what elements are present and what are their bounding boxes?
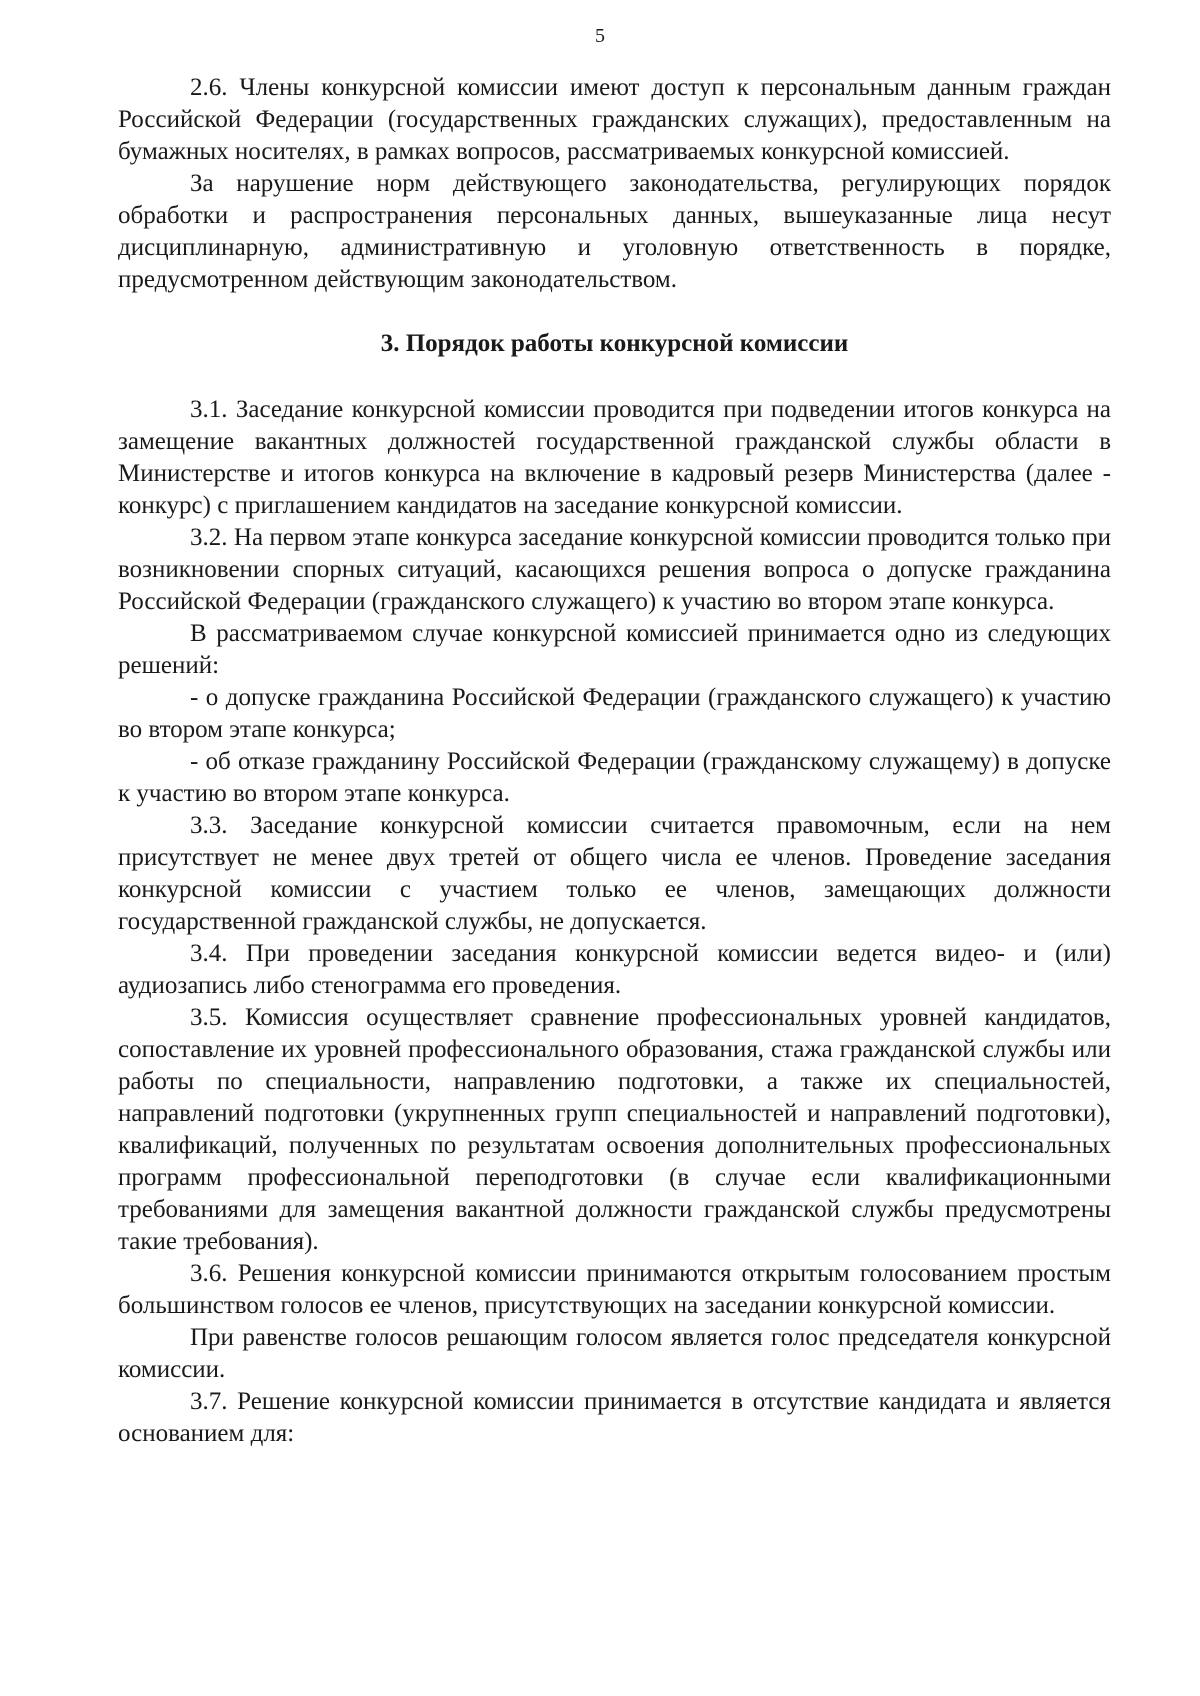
paragraph-3-5: 3.5. Комиссия осуществляет сравнение профессиональных уровней кандидатов, сопоставление их уровней профессионального образования, стажа гражданской службы или работы по специальности, направлению подготовки, а также их специальностей, направлений подготовки (укрупненных групп специальностей и направлений подготовки), квалификаций, полученных по результатам освоения дополнительных профессиональных программ профессиональной переподготовки (в случае если квалификационными требованиями для замещения вакантной должности гражданской службы предусмотрены такие требования).	[118, 1004, 1111, 1255]
document-body	[118, 72, 1111, 1450]
paragraph-3-7: 3.7. Решение конкурсной комиссии принимается в отсутствие кандидата и является основанием для:	[118, 1388, 1111, 1447]
paragraph-3-6: 3.6. Решения конкурсной комиссии принимаются открытым голосованием простым большинством голосов ее членов, присутствующих на заседании конкурсной комиссии.	[118, 1260, 1111, 1319]
page-number: 5	[595, 25, 605, 47]
paragraph-3-2: 3.2. На первом этапе конкурса заседание конкурсной комиссии проводится только при возникновении спорных ситуаций, касающихся решения вопроса о допуске гражданина Российской Федерации (гражданского служащего) к участию во втором этапе конкурса.	[118, 524, 1111, 615]
paragraph-2-6-liability: За нарушение норм действующего законодательства, регулирующих порядок обработки и распространения персональных данных, вышеуказанные лица несут дисциплинарную, административную и уголовную ответственность в порядке, предусмотренном действующим законодательством.	[118, 170, 1111, 293]
paragraph-3-1: 3.1. Заседание конкурсной комиссии проводится при подведении итогов конкурса на замещение вакантных должностей государственной гражданской службы области в Министерстве и итогов конкурса на включение в кадровый резерв Министерства (далее - конкурс) с приглашением кандидатов на заседание конкурсной комиссии.	[118, 396, 1111, 519]
list-item-admission: - о допуске гражданина Российской Федерации (гражданского служащего) к участию во втором этапе конкурса;	[118, 684, 1111, 743]
section-heading-3: 3. Порядок работы конкурсной комиссии	[380, 330, 849, 357]
paragraph-3-4: 3.4. При проведении заседания конкурсной комиссии ведется видео- и (или) аудиозапись либо стенограмма его проведения.	[118, 940, 1111, 999]
paragraph-3-3: 3.3. Заседание конкурсной комиссии считается правомочным, если на нем присутствует не менее двух третей от общего числа ее членов. Проведение заседания конкурсной комиссии с участием только ее членов, замещающих должности государственной гражданской службы, не допускается.	[118, 812, 1111, 935]
paragraph-3-2-decisions: В рассматриваемом случае конкурсной комиссией принимается одно из следующих решений:	[118, 620, 1111, 679]
list-item-refusal: - об отказе гражданину Российской Федерации (гражданскому служащему) в допуске к участию во втором этапе конкурса.	[118, 748, 1111, 807]
paragraph-2-6: 2.6. Члены конкурсной комиссии имеют доступ к персональным данным граждан Российской Федерации (государственных гражданских служащих), предоставленным на бумажных носителях, в рамках вопросов, рассматриваемых конкурсной комиссией.	[118, 74, 1111, 165]
paragraph-3-6-tie: При равенстве голосов решающим голосом является голос председателя конкурсной комиссии.	[118, 1324, 1111, 1383]
